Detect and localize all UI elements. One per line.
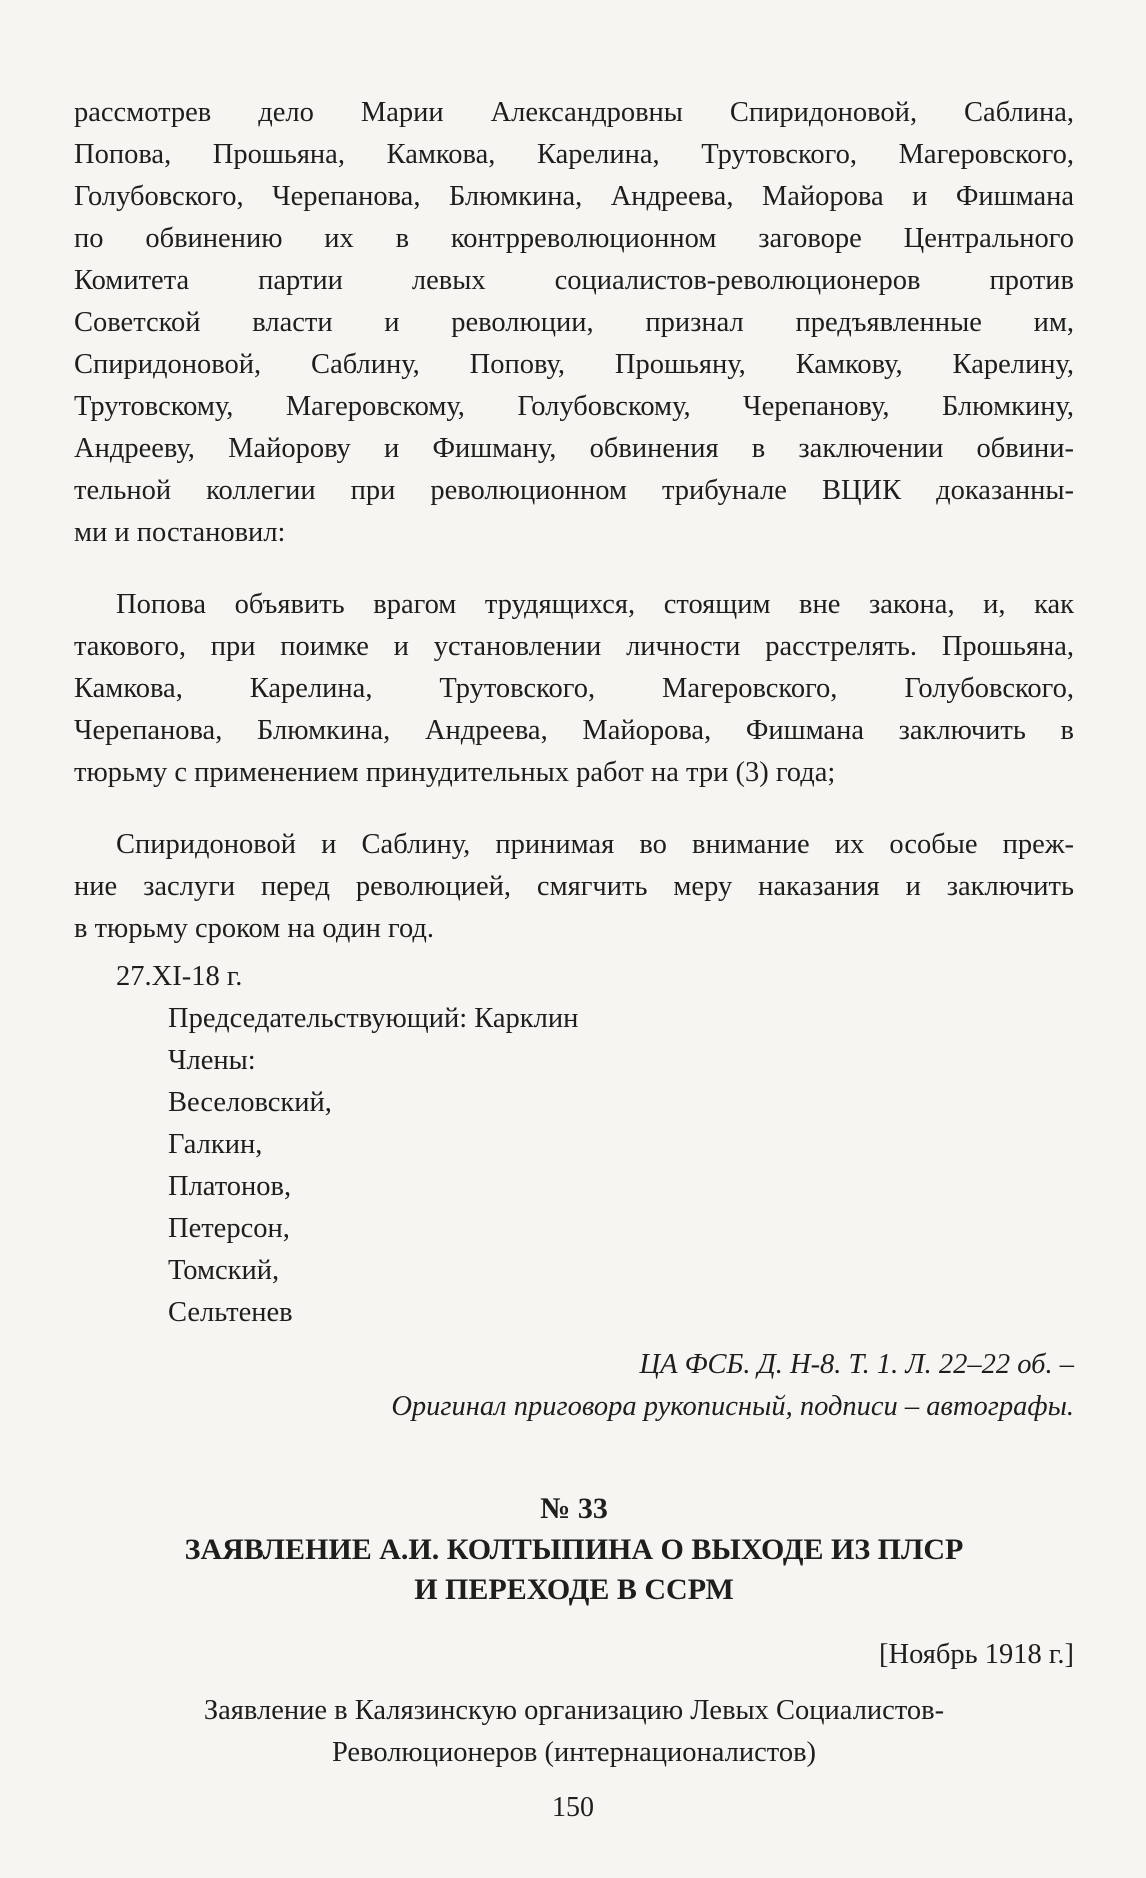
verdict-sentence	[74, 584, 1074, 794]
source-note: Оригинал приговора рукописный, подписи – автографы.	[391, 1391, 1074, 1422]
verdict-intro	[74, 92, 1074, 554]
text-line: Черепанова, Блюмкина, Андреева, Майорова, Фишмана заключить в	[74, 715, 1074, 746]
document-title-line: ЗАЯВЛЕНИЕ А.И. КОЛТЫПИНА О ВЫХОДЕ ИЗ ПЛСР	[184, 1533, 964, 1566]
text-line: тельной коллегии при революционном трибунале ВЦИК доказанны-	[74, 475, 1074, 506]
text-line: ние заслуги перед революцией, смягчить меру наказания и заключить	[74, 871, 1074, 902]
text-line: Попова объявить врагом трудящихся, стоящим вне закона, и, как	[116, 589, 1074, 620]
page-body	[74, 92, 1074, 1774]
text-line: по обвинению их в контрреволюционном заговоре Центрального	[74, 223, 1074, 254]
text-line: Трутовскому, Магеровскому, Голубовскому, Черепанову, Блюмкину,	[74, 391, 1074, 422]
text-line: Комитета партии левых социалистов-революционеров против	[74, 265, 1074, 296]
text-line: Спиридоновой и Саблину, принимая во внимание их особые преж-	[116, 829, 1074, 860]
member-name: Томский,	[168, 1255, 280, 1286]
text-line: Голубовского, Черепанова, Блюмкина, Андреева, Майорова и Фишмана	[74, 181, 1074, 212]
text-line: Советской власти и революции, признал предъявленные им,	[74, 307, 1074, 338]
text-line: в тюрьму сроком на один год.	[74, 913, 435, 944]
member-name: Сельтенев	[168, 1297, 293, 1328]
document-title	[74, 1530, 1074, 1610]
verdict-mitigation	[74, 824, 1074, 950]
member-name: Платонов,	[168, 1171, 292, 1202]
spacer	[74, 554, 1074, 584]
page-number: 150	[552, 1792, 594, 1823]
text-line: тюрьму с применением принудительных работ на три (3) года;	[74, 757, 836, 788]
text-line: такового, при поимке и установлении личности расстрелять. Прошьяна,	[74, 631, 1074, 662]
signature-block	[74, 956, 1074, 1334]
text-line: ми и постановил:	[74, 517, 286, 548]
members-label: Члены:	[168, 1045, 256, 1076]
text-line: Андрееву, Майорову и Фишману, обвинения в заключении обвини-	[74, 433, 1074, 464]
text-line: рассмотрев дело Марии Александровны Спиридоновой, Саблина,	[74, 97, 1074, 128]
document-heading	[74, 1690, 1074, 1774]
document-title-line: И ПЕРЕХОДЕ В ССРМ	[414, 1573, 734, 1606]
archive-source	[74, 1344, 1074, 1428]
spacer	[74, 794, 1074, 824]
text-line: Спиридоновой, Саблину, Попову, Прошьяну, Камкову, Карелину,	[74, 349, 1074, 380]
verdict-date: 27.XI-18 г.	[116, 961, 243, 992]
member-name: Галкин,	[168, 1129, 263, 1160]
member-name: Петерсон,	[168, 1213, 290, 1244]
chairman: Председательствующий: Карклин	[168, 1003, 579, 1034]
member-name: Веселовский,	[168, 1087, 332, 1118]
source-reference: ЦА ФСБ. Д. Н-8. Т. 1. Л. 22–22 об. –	[639, 1349, 1074, 1380]
document-date: [Ноябрь 1918 г.]	[879, 1639, 1074, 1670]
text-line: Камкова, Карелина, Трутовского, Магеровского, Голубовского,	[74, 673, 1074, 704]
text-line: Попова, Прошьяна, Камкова, Карелина, Трутовского, Магеровского,	[74, 139, 1074, 170]
document-heading-line: Заявление в Калязинскую организацию Левых Социалистов-	[203, 1695, 945, 1726]
document-heading-line: Революционеров (интернационалистов)	[331, 1737, 817, 1768]
document-number: № 33	[540, 1492, 608, 1525]
